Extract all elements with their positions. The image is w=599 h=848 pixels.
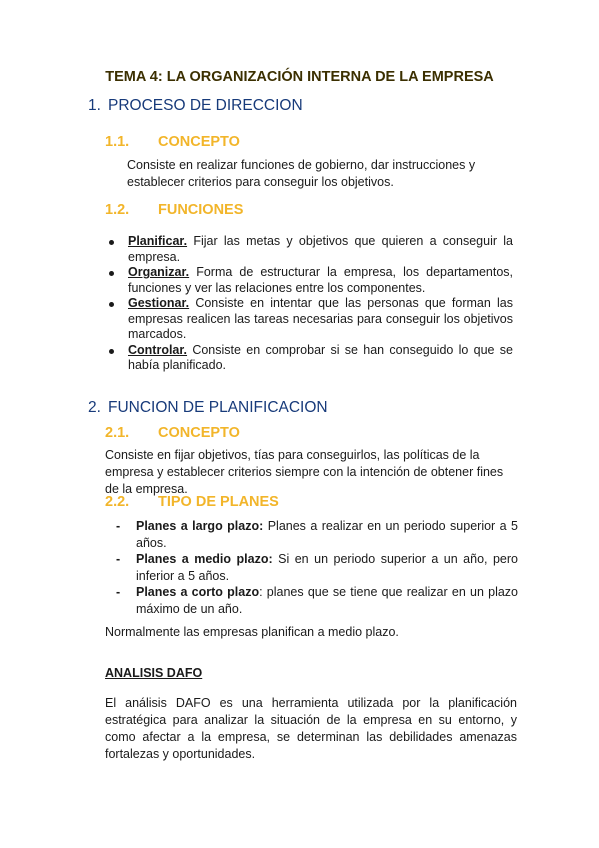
subsection-heading <box>105 425 240 441</box>
plan-types-list <box>113 518 518 617</box>
functions-list <box>105 234 513 374</box>
list-item <box>105 343 513 374</box>
list-item <box>113 584 518 617</box>
list-item-term: Organizar. <box>128 265 190 279</box>
subsection-number: 2.1. <box>105 425 130 441</box>
subsection-title: TIPO DE PLANES <box>158 494 279 510</box>
list-item-term: Planificar. <box>128 234 188 248</box>
list-item-text: Consiste en intentar que las personas que forman las empresas realicen las tareas necesarias para conseguir los objetivos marcados. <box>128 296 513 341</box>
list-item-text: Fijar las metas y objetivos que quieren a conseguir la empresa. <box>128 234 513 264</box>
subsection-title: FUNCIONES <box>158 202 244 218</box>
list-item-term: Planes a corto plazo <box>136 585 260 599</box>
section-title: PROCESO DE DIRECCION <box>108 97 303 114</box>
section-heading <box>88 97 303 115</box>
subsection-number: 1.1. <box>105 134 130 150</box>
list-item <box>105 265 513 296</box>
subsection-number: 2.2. <box>105 494 130 510</box>
list-item <box>113 551 518 584</box>
list-item-text: Forma de estructurar la empresa, los departamentos, funciones y ver las relaciones entre los componentes. <box>128 265 513 295</box>
paragraph: Consiste en realizar funciones de gobierno, dar instrucciones y establecer criterios para conseguir los objetivos. <box>127 158 476 189</box>
paragraph: Consiste en fijar objetivos, tías para conseguirlos, las políticas de la empresa y establecer criterios siempre con la intención de obtener fines de la empresa. <box>105 448 504 496</box>
section-title: FUNCION DE PLANIFICACION <box>108 399 328 416</box>
list-item-text: Consiste en comprobar si se han conseguido lo que se había planificado. <box>128 342 513 372</box>
list-item-text: : planes que se tiene que realizar en un plazo máximo de un año. <box>136 585 518 616</box>
list-item <box>105 234 513 265</box>
list-item-term: Planes a largo plazo: <box>136 519 264 533</box>
list-item-text: Si en un periodo superior a un año, pero inferior a 5 años. <box>136 552 518 583</box>
note-paragraph: Normalmente las empresas planifican a medio plazo. <box>105 625 399 639</box>
section-number: 2. <box>88 399 101 416</box>
subsection-heading <box>105 134 240 150</box>
list-item <box>113 518 518 551</box>
section-number: 1. <box>88 97 101 114</box>
subsection-title: CONCEPTO <box>158 134 240 150</box>
subsection-title: CONCEPTO <box>158 425 240 441</box>
list-item <box>105 296 513 343</box>
list-item-term: Gestionar. <box>128 296 190 310</box>
list-item-text: Planes a realizar en un periodo superior a 5 años. <box>136 519 519 550</box>
list-item-term: Controlar. <box>128 342 188 357</box>
document-title: TEMA 4: LA ORGANIZACIÓN INTERNA DE LA EMPRESA <box>105 69 494 85</box>
subsection-heading <box>105 494 279 510</box>
dafo-heading: ANALISIS DAFO <box>105 666 203 680</box>
dafo-paragraph: El análisis DAFO es una herramienta utilizada por la planificación estratégica para analizar la situación de la empresa en su entorno, y como afectar a la empresa, se determinan las debilidades amenazas fortalezas y oportunidades. <box>105 696 517 761</box>
subsection-heading <box>105 202 243 218</box>
subsection-number: 1.2. <box>105 202 130 218</box>
section-heading <box>88 399 328 417</box>
list-item-term: Planes a medio plazo: <box>136 552 273 566</box>
